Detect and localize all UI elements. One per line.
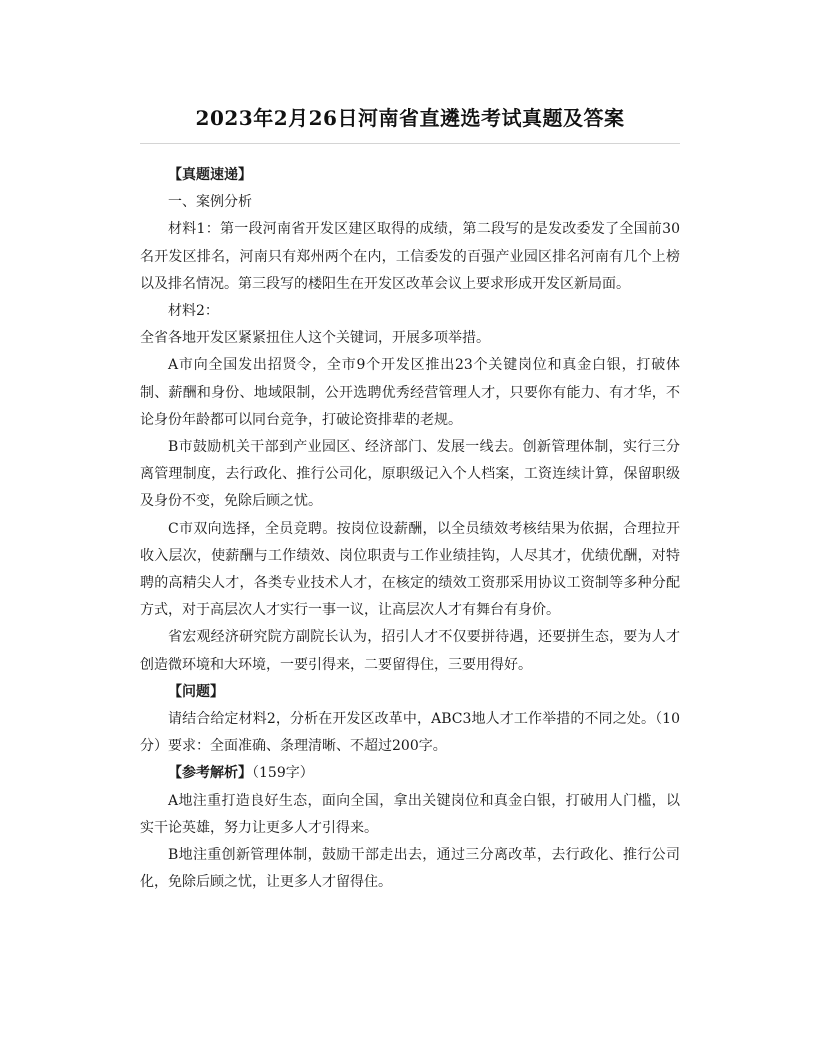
section-heading-case: 一、案例分析 [168,194,252,211]
answer-heading: 【参考解析】 [168,765,252,782]
city-b-paragraph: B市鼓励机关干部到产业园区、经济部门、发展一线去。创新管理体制，实行三分离管理制度，去行政化、推行公司化，原职级记入个人档案，工资连续计算，保留职级及身份不变，免除后顾之忧。 [140,439,680,510]
document-body [140,162,680,896]
expert-opinion-paragraph: 省宏观经济研究院方副院长认为，招引人才不仅要拼待遇，还要拼生态，要为人才创造微环境和大环境，一要引得来，二要留得住，三要用得好。 [140,629,680,673]
material-2-label: 材料2： [168,303,219,320]
answer-b-paragraph: B地注重创新管理体制，鼓励干部走出去，通过三分离改革，去行政化、推行公司化，免除后顾之忧，让更多人才留得住。 [140,847,680,891]
answer-word-count: （159字） [252,765,314,782]
section-heading-zhenti: 【真题速递】 [168,167,252,183]
question-text: 请结合给定材料2，分析在开发区改革中，ABC3地人才工作举措的不同之处。（10分）要求：全面准确、条理清晰、不超过200字。 [140,711,680,755]
city-c-paragraph: C市双向选择，全员竞聘。按岗位设薪酬，以全员绩效考核结果为依据，合理拉开收入层次，使薪酬与工作绩效、岗位职责与工作业绩挂钩，人尽其才，优绩优酬，对特聘的高精尖人才，各类专业技术人才，在核定的绩效工资那采用协议工资制等多种分配方式，对于高层次人才实行一事一议，让高层次人才有舞台有身价。 [140,520,680,619]
document-page [140,0,680,896]
answer-a-paragraph: A地注重打造良好生态，面向全国，拿出关键岗位和真金白银，打破用人门槛，以实干论英雄，努力让更多人才引得来。 [140,792,680,836]
answer-heading-line [140,760,680,787]
city-a-paragraph: A市向全国发出招贤令，全市9个开发区推出23个关键岗位和真金白银，打破体制、薪酬和身份、地域限制，公开选聘优秀经营管理人才，只要你有能力、有才华，不论身份年龄都可以同台竞争，打破论资排辈的老规。 [140,357,680,428]
document-title: 2023年2月26日河南省直遴选考试真题及答案 [195,106,625,130]
material-2-intro: 全省各地开发区紧紧扭住人这个关键词，开展多项举措。 [140,330,490,347]
question-heading: 【问题】 [168,683,224,700]
material-1-paragraph: 材料1：第一段河南省开发区建区取得的成绩，第二段写的是发改委发了全国前30名开发区排名，河南只有郑州两个在内，工信委发的百强产业园区排名河南有几个上榜以及排名情况。第三段写的楼阳生在开发区改革会议上要求形成开发区新局面。 [140,221,680,292]
title-divider [140,143,680,144]
